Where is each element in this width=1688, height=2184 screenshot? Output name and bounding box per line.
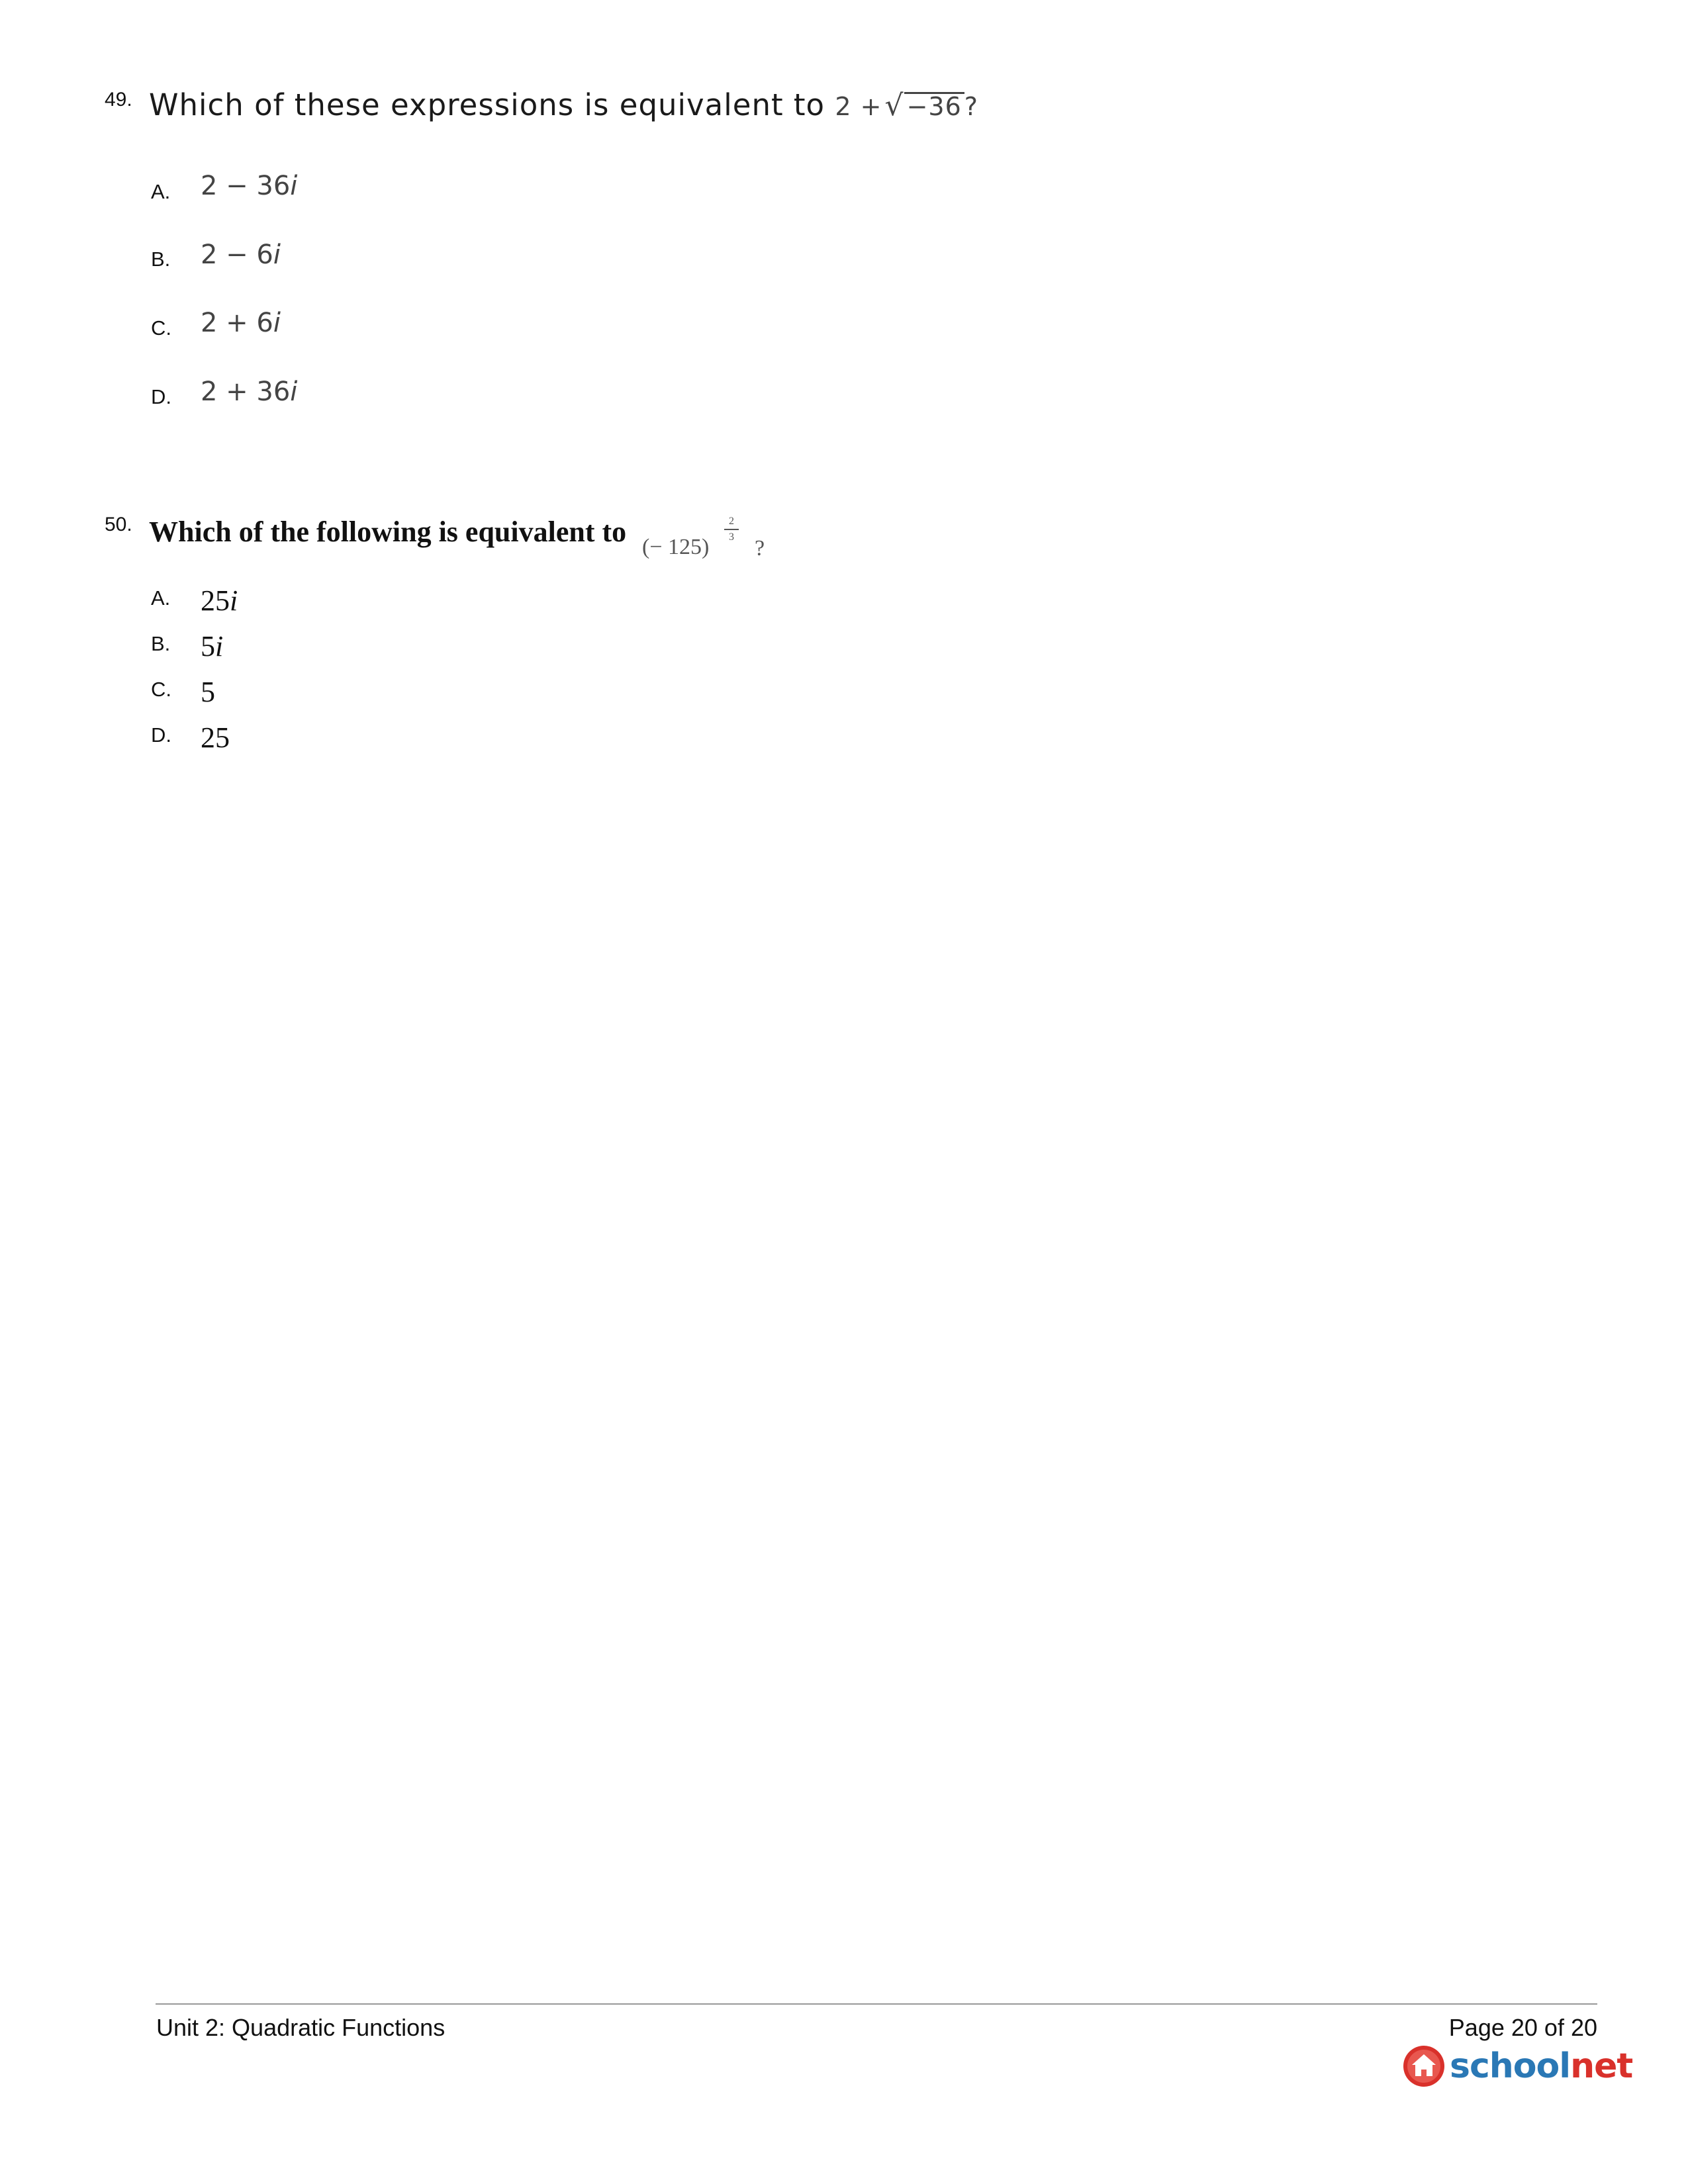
option-a-value[interactable]: 25i	[201, 584, 238, 617]
expression-prefix: 2 +	[835, 92, 882, 121]
option-b-value[interactable]: 2 − 6i	[201, 240, 281, 270]
option-d-letter: D.	[151, 385, 171, 408]
expression-base: (− 125)	[642, 535, 710, 559]
option-a-value[interactable]: 2 − 36i	[201, 171, 298, 201]
logo-wordmark: schoolnet	[1450, 2046, 1633, 2086]
house-icon	[1402, 2044, 1446, 2088]
question-prompt: Which of the following is equivalent to	[149, 516, 627, 548]
exponent-fraction	[724, 516, 739, 543]
question-prompt-text: Which of these expressions is equivalent to	[149, 87, 825, 122]
fraction-bar	[724, 529, 739, 530]
radicand: −36	[904, 92, 964, 120]
option-b-letter: B.	[151, 632, 171, 655]
question-mark: ?	[964, 92, 978, 121]
question-prompt	[149, 87, 978, 122]
option-a-letter: A.	[151, 586, 171, 610]
option-d-value[interactable]: 25	[201, 721, 230, 754]
footer-unit-title: Unit 2: Quadratic Functions	[156, 2014, 445, 2041]
exponent-denominator: 3	[729, 531, 734, 543]
option-b-letter: B.	[151, 248, 171, 271]
option-d-value[interactable]: 2 + 36i	[201, 377, 298, 407]
exponent-numerator: 2	[729, 516, 734, 527]
option-c-value[interactable]: 2 + 6i	[201, 308, 281, 338]
question-mark: ?	[755, 536, 765, 561]
footer-divider	[156, 2003, 1597, 2005]
radical-sign: √	[884, 89, 904, 122]
question-number: 50.	[105, 514, 132, 535]
option-c-value[interactable]: 5	[201, 676, 215, 708]
option-d-letter: D.	[151, 723, 171, 747]
question-number: 49.	[105, 89, 132, 111]
footer-page-number: Page 20 of 20	[1448, 2014, 1597, 2041]
option-b-value[interactable]: 5i	[201, 630, 224, 662]
square-root	[882, 89, 964, 122]
math-expression	[835, 89, 978, 122]
option-a-letter: A.	[151, 180, 171, 203]
option-c-letter: C.	[151, 316, 171, 340]
option-c-letter: C.	[151, 678, 171, 701]
schoolnet-logo	[1402, 2042, 1632, 2090]
